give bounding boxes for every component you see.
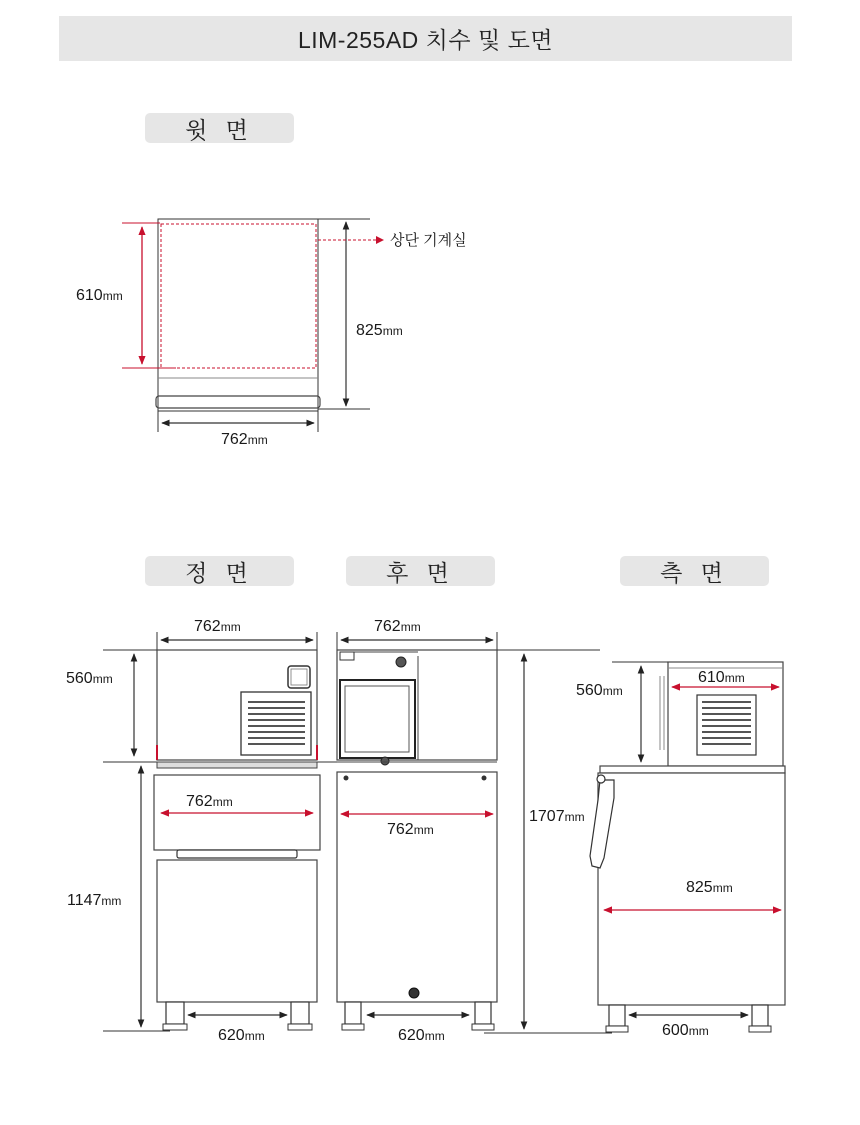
dim-825: 825: [356, 322, 383, 339]
dim-600-side: 600: [662, 1022, 689, 1039]
svg-text:610mm: 610mm: [76, 287, 123, 304]
machine-room-annotation: 상단 기계실: [390, 232, 467, 249]
side-view-label: 측 면: [620, 556, 769, 586]
top-machine-room: [161, 224, 316, 368]
front-view-label: 정 면: [145, 556, 294, 586]
dim-1707: 1707: [529, 808, 565, 825]
dim-620-back: 620: [398, 1027, 425, 1044]
front-door-handle: [177, 850, 297, 858]
back-leg-right: [475, 1002, 491, 1024]
dim-560-side: 560: [576, 682, 603, 699]
front-bin-body: [157, 860, 317, 1002]
svg-text:620mm: 620mm: [398, 1027, 445, 1044]
top-bottom-trim: [156, 396, 320, 408]
svg-text:560mm: 560mm: [66, 670, 113, 687]
dim-762-back-top: 762: [374, 618, 401, 635]
front-view: [66, 618, 340, 1044]
back-bin-body: [337, 772, 497, 1002]
svg-text:762mm: 762mm: [194, 618, 241, 635]
dim-610-side: 610: [698, 669, 725, 686]
svg-text:825mm: 825mm: [686, 879, 733, 896]
svg-text:600mm: 600mm: [662, 1022, 709, 1039]
page-title: LIM-255AD 치수 및 도면: [59, 16, 792, 61]
dim-620-front: 620: [218, 1027, 245, 1044]
dim-762-back-bin: 762: [387, 821, 414, 838]
back-leg-left: [345, 1002, 361, 1024]
side-bin-top: [600, 766, 785, 773]
side-leg-right: [752, 1005, 768, 1026]
svg-text:620mm: 620mm: [218, 1027, 265, 1044]
svg-text:610mm: 610mm: [698, 669, 745, 686]
front-leg-right: [291, 1002, 309, 1024]
back-view: [337, 618, 497, 1044]
back-drain-top: [381, 757, 389, 765]
front-bin-top-rail: [157, 762, 317, 768]
svg-text:1707mm: 1707mm: [529, 808, 585, 825]
svg-text:762mm: 762mm: [186, 793, 233, 810]
svg-text:560mm: 560mm: [576, 682, 623, 699]
dim-762-top: 762: [221, 431, 248, 448]
svg-text:762mm: 762mm: [387, 821, 434, 838]
dim-762-front-top: 762: [194, 618, 221, 635]
dim-610: 610: [76, 287, 103, 304]
dim-825-side: 825: [686, 879, 713, 896]
side-view: [576, 662, 785, 1039]
top-view: [76, 219, 467, 448]
front-leg-left: [166, 1002, 184, 1024]
svg-text:762mm: 762mm: [221, 431, 268, 448]
svg-text:825mm: 825mm: [356, 322, 403, 339]
dim-560-front: 560: [66, 670, 93, 687]
top-view-label: 윗 면: [145, 113, 294, 143]
top-outline: [158, 219, 318, 411]
svg-text:1147mm: 1147mm: [67, 892, 122, 909]
dim-1147: 1147: [67, 892, 102, 909]
back-machine-panel: [340, 680, 415, 758]
side-leg-left: [609, 1005, 625, 1026]
dim-762-front-bin: 762: [186, 793, 213, 810]
back-drain-bottom: [409, 988, 419, 998]
svg-text:762mm: 762mm: [374, 618, 421, 635]
back-view-label: 후 면: [346, 556, 495, 586]
back-water-inlet: [396, 657, 406, 667]
